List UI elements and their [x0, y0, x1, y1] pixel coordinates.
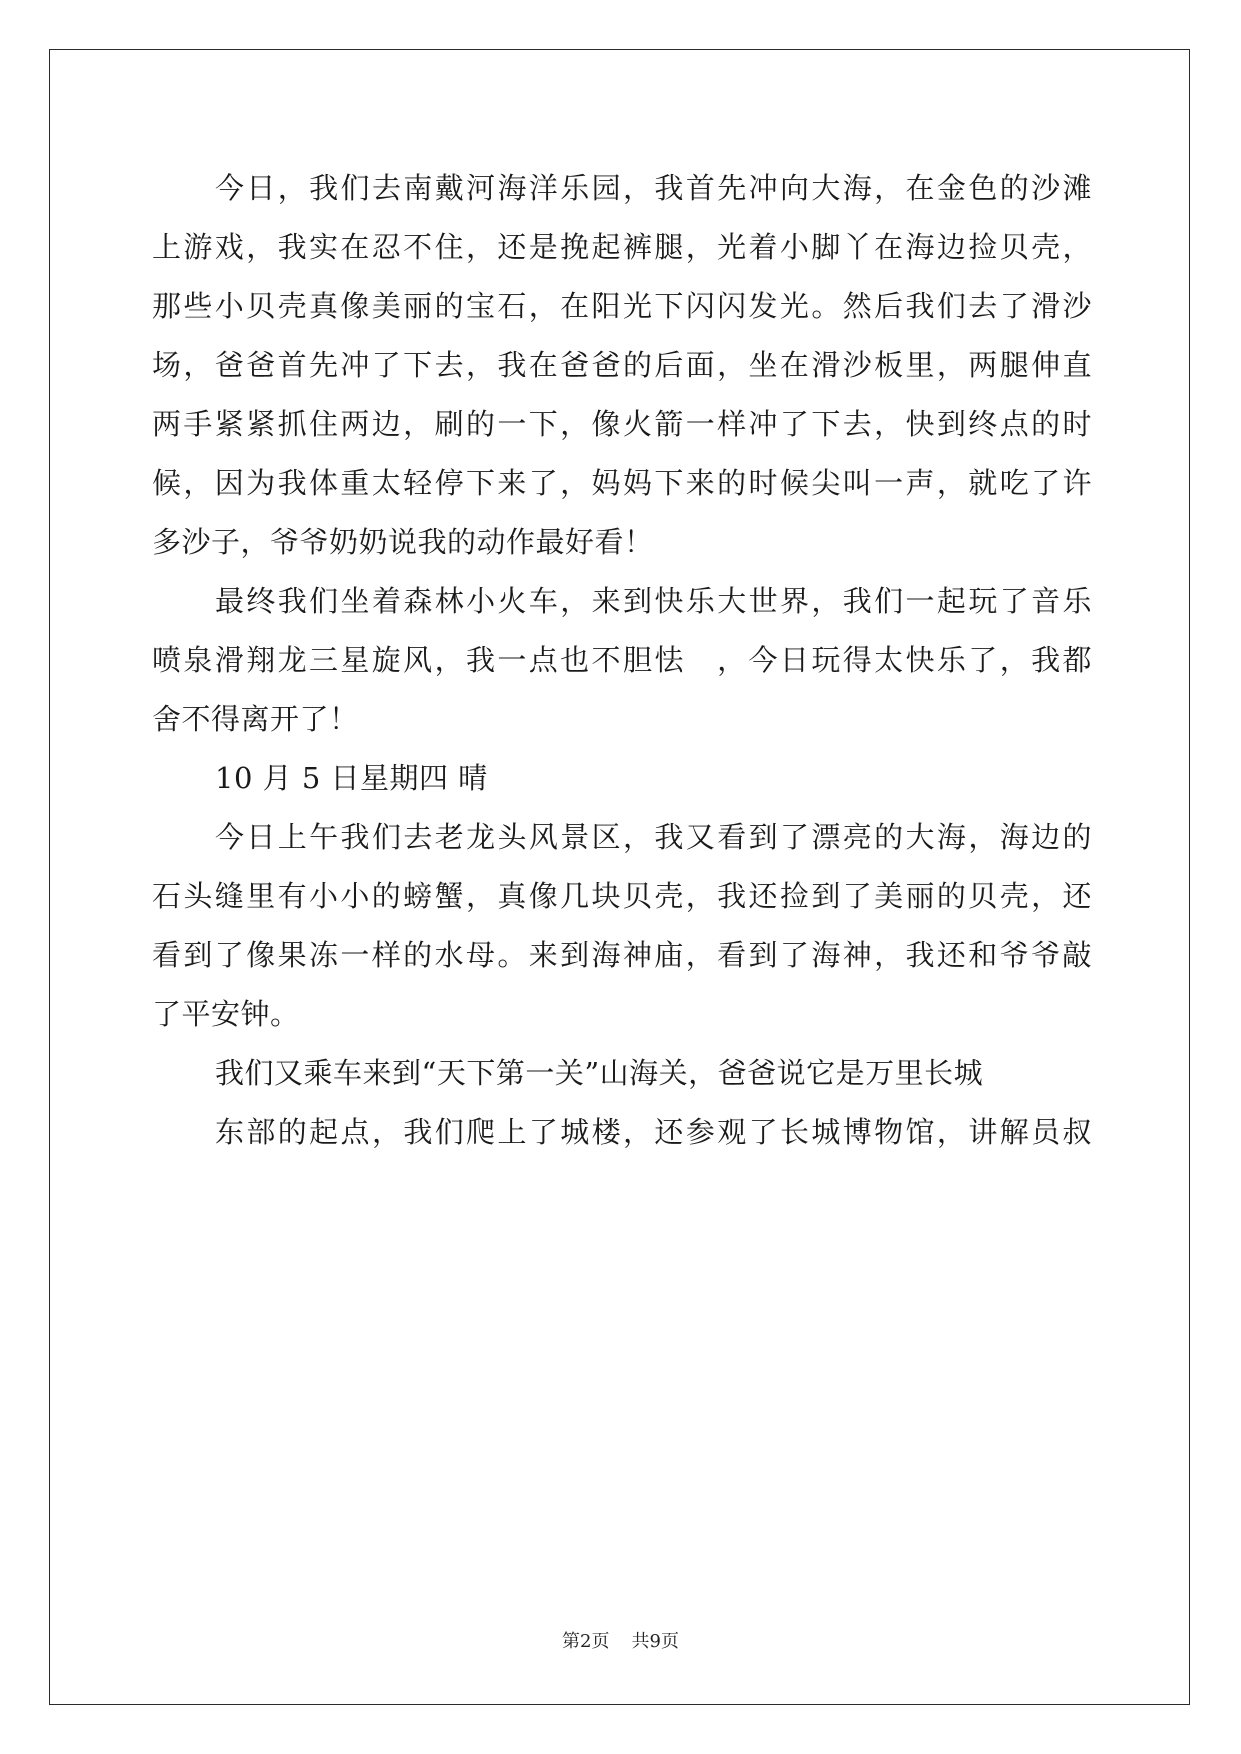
text-line: 场，爸爸首先冲了下去，我在爸爸的后面，坐在滑沙板里，两腿伸直	[152, 348, 1092, 382]
date-heading: 10 月 5 日星期四 晴	[215, 761, 488, 795]
text-line: 今日，我们去南戴河海洋乐园，我首先冲向大海，在金色的沙滩	[215, 171, 1092, 205]
text-line: 最终我们坐着森林小火车，来到快乐大世界，我们一起玩了音乐	[215, 584, 1092, 618]
text-line: 多沙子，爷爷奶奶说我的动作最好看！	[152, 525, 654, 559]
text-line: 了平安钟。	[152, 997, 300, 1031]
text-line: 喷泉滑翔龙三星旋风，我一点也不胆怯 ，今日玩得太快乐了，我都	[152, 643, 1092, 677]
page-number-total: 共9页	[631, 1631, 679, 1652]
page-footer	[0, 1631, 1241, 1653]
text-line: 看到了像果冻一样的水母。来到海神庙，看到了海神，我还和爷爷敲	[152, 938, 1092, 972]
text-line: 候，因为我体重太轻停下来了，妈妈下来的时候尖叫一声，就吃了许	[152, 466, 1092, 500]
text-line: 我们又乘车来到“天下第一关”山海关，爸爸说它是万里长城	[215, 1056, 984, 1090]
text-line: 上游戏，我实在忍不住，还是挽起裤腿，光着小脚丫在海边捡贝壳，	[152, 230, 1092, 264]
text-line: 那些小贝壳真像美丽的宝石，在阳光下闪闪发光。然后我们去了滑沙	[152, 289, 1092, 323]
page-number-current: 第2页	[562, 1631, 610, 1652]
text-line: 今日上午我们去老龙头风景区，我又看到了漂亮的大海，海边的	[215, 820, 1092, 854]
text-line: 舍不得离开了！	[152, 702, 359, 736]
text-line: 东部的起点，我们爬上了城楼，还参观了长城博物馆，讲解员叔	[215, 1115, 1092, 1149]
text-line: 两手紧紧抓住两边，刷的一下，像火箭一样冲了下去，快到终点的时	[152, 407, 1092, 441]
text-line: 石头缝里有小小的螃蟹，真像几块贝壳，我还捡到了美丽的贝壳，还	[152, 879, 1092, 913]
